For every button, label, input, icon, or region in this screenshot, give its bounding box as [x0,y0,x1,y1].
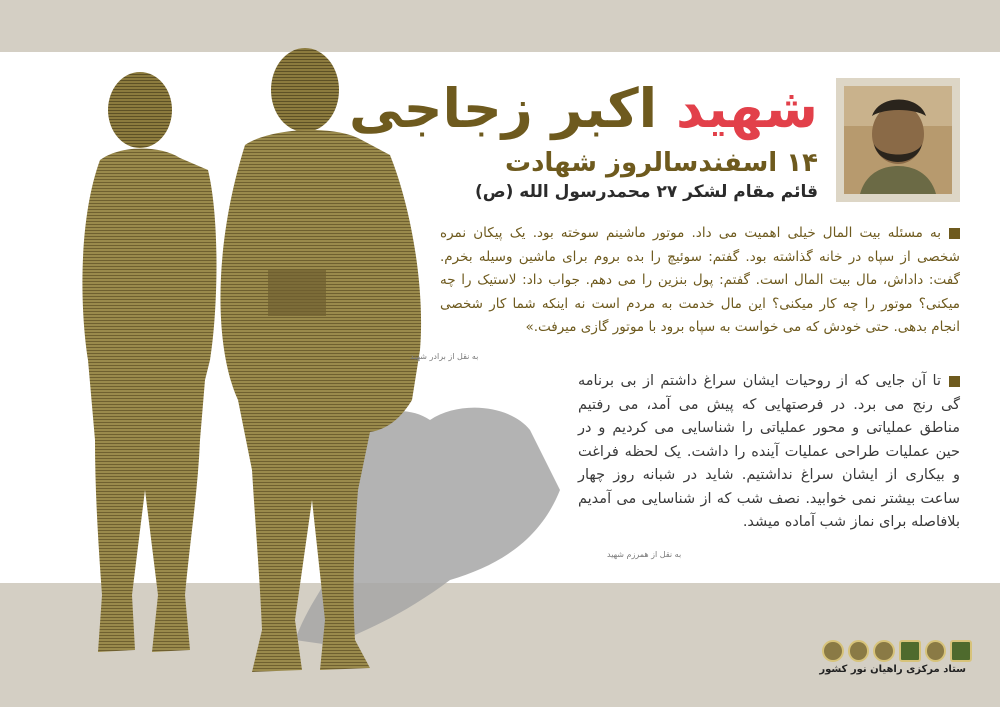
quote-attribution-2: به نقل از همرزم شهید [607,550,682,559]
emblem-icon [925,640,947,662]
quote-block-2 [578,370,960,535]
emblem-icon [848,640,870,662]
portrait-frame [836,78,960,202]
emblem-icon [822,640,844,662]
emblem-icon [899,640,921,662]
title-word-dark: اکبر زجاجی [349,77,658,140]
logo-strip [822,640,972,662]
page-title [349,74,818,144]
portrait-photo [844,86,952,194]
quote-text-2: تا آن جایی که از روحیات ایشان سراغ داشتم از بی برنامه گی رنج می برد. در فرصتهایی که پیش می آمد، می رفتیم مناطق عملیاتی و محور عملیاتی را شناسایی می کردیم و در حین عملیات طراحی عملیات آینده را داشت. یک لحظه فراغت و بیکاری از ایشان سراغ نداشتیم. شاید در شبانه روز چهار ساعت بیشتر نمی خوابید. نصف شب که از شناسایی می آمدیم بلافاصله برای نماز شب آماده میشد. [578,373,960,530]
quote-block-1 [440,222,960,340]
role-subtitle: قائم مقام لشکر ۲۷ محمدرسول الله (ص) [474,182,818,202]
square-bullet-icon [949,376,960,387]
emblem-icon [873,640,895,662]
quote-attribution-1: به نقل از برادر شهید [410,352,479,361]
square-bullet-icon [949,228,960,239]
title-word-red: شهید [676,77,818,140]
emblem-icon [950,640,972,662]
organization-name: ستاد مرکزی راهیان نور کشور [819,664,966,675]
soldier-left [82,72,216,652]
martyrdom-date: ۱۴ اسفندسالروز شهادت [504,148,818,178]
quote-text-1: به مسئله بیت المال خیلی اهمیت می داد. موتور ماشینم سوخته بود. یک پیکان نمره شخصی از سپاه در خانه گذاشته بود. گفتم: سوئیچ را بده بروم برای ماشین وسیله بخرم. گفت: داداش، مال بیت المال است. گفتم: پول بنزین را می دهم. جواب داد: لاستیک را چه میکنی؟ موتور را چه کار میکنی؟ این مال خدمت به مردم است نه اینکه شما کار شخصی انجام بدهی. حتی خودش که می خواست به سپاه برود با موتور گازی میرفت.» [440,225,960,335]
